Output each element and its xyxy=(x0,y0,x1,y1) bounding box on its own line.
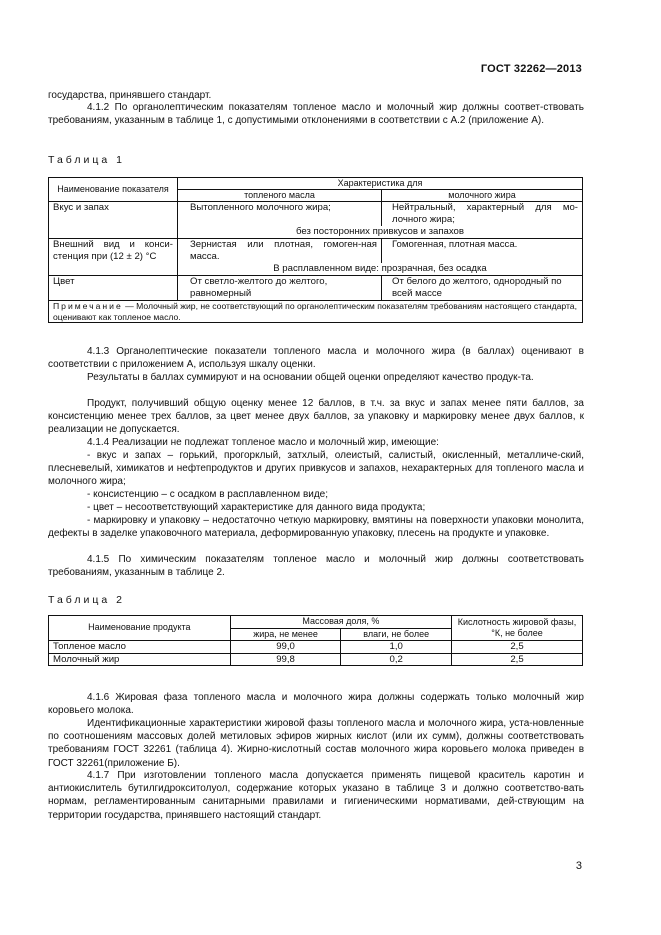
t2-header-acidity: Кислотность жировой фазы, °К, не более xyxy=(452,616,583,641)
t1-taste-name: Вкус и запах xyxy=(49,202,178,239)
t1-look-common: В расплавленном виде: прозрачная, без осадка xyxy=(178,263,583,276)
t1-note-label: Примечание xyxy=(53,301,123,311)
paragraph-consistency: - консистенцию – с осадком в расплавленном виде; xyxy=(87,489,329,500)
t2-row2-moisture: 0,2 xyxy=(341,653,452,666)
t1-taste-ghee: Вытопленного молочного жира; xyxy=(178,202,382,227)
paragraph-marking: - маркировку и упаковку – недостаточно четкую маркировку, вмятины на поверхности упаковки монолита, дефекты в заделке упаковочного материала, деформированную упаковку, плесень на продукте и упаковке. xyxy=(48,515,584,540)
t2-header-fat: жира, не менее xyxy=(230,628,341,641)
table1-caption: Таблица 1 xyxy=(48,154,125,166)
t1-header-char: Характеристика для xyxy=(178,178,583,190)
t2-row1-moisture: 1,0 xyxy=(341,641,452,654)
t1-note xyxy=(49,301,583,323)
t1-color-ghee: От светло-желтого до желтого, равномерный xyxy=(178,276,382,301)
paragraph-results: Результаты в баллах суммируют и на основании общей оценки определяют качество продук-та. xyxy=(87,372,534,383)
t2-row2-fat: 99,8 xyxy=(230,653,341,666)
t2-row2-acidity: 2,5 xyxy=(452,653,583,666)
t1-taste-milkfat: Нейтральный, характерный для мо-лочного жира; xyxy=(382,202,583,227)
t2-header-name: Наименование продукта xyxy=(49,616,231,641)
table-row xyxy=(49,653,583,666)
paragraph-4-1-4: 4.1.4 Реализации не подлежат топленое масло и молочный жир, имеющие: xyxy=(87,437,439,448)
t1-header-name: Наименование показателя xyxy=(49,178,178,202)
paragraph-4-1-7: 4.1.7 При изготовлении топленого масла допускается применять пищевой краситель каротин и антиокислитель бутилгидрокситолуол, содержание которых указано в таблице 3 и должно соответство-вать нормам, регламентированным санитарными правилами и гигиеническими нормативами, дей-ствующим на территории государства, принявшего настоящий стандарт. xyxy=(48,770,584,821)
t1-color-milkfat: От белого до желтого, однородный по всей массе xyxy=(382,276,583,301)
t1-look-ghee: Зернистая или плотная, гомоген-ная масса. xyxy=(178,239,382,264)
t1-header-milkfat: молочного жира xyxy=(382,190,583,202)
paragraph-taste: - вкус и запах – горький, прогорклый, затхлый, олеистый, салистый, окисленный, металличе-ский, плесневелый, химикатов и нефтепродуктов и других привкусов и запахов, нехарактерных для топленого масла и молочного жира; xyxy=(48,450,584,488)
paragraph-4-1-6: 4.1.6 Жировая фаза топленого масла и молочного жира должны содержать только молочный жир коровьего молока. xyxy=(48,692,584,717)
t1-taste-common: без посторонних привкусов и запахов xyxy=(178,226,583,239)
t1-look-milkfat: Гомогенная, плотная масса. xyxy=(382,239,583,264)
t1-header-ghee: топленого масла xyxy=(178,190,382,202)
t2-row1-name: Топленое масло xyxy=(49,641,231,654)
t2-header-mass: Массовая доля, % xyxy=(230,616,451,629)
t2-row1-acidity: 2,5 xyxy=(452,641,583,654)
page-number: 3 xyxy=(575,860,582,872)
t2-row2-name: Молочный жир xyxy=(49,653,231,666)
table-row xyxy=(49,641,583,654)
t2-header-moisture: влаги, не более xyxy=(341,628,452,641)
paragraph-product: Продукт, получивший общую оценку менее 12 баллов, в т.ч. за вкус и запах менее пяти баллов, за консистенцию менее трех баллов, за цвет менее двух баллов, за упаковку и маркировку менее двух баллов, к реализации не допускается. xyxy=(48,398,584,436)
paragraph-4-1-2: 4.1.2 По органолептическим показателям топленое масло и молочный жир должны соответ-ствовать требованиям, указанным в таблице 1, с допустимыми отклонениями в соответствии с А.2 (приложение А). xyxy=(48,102,584,127)
table2-caption: Таблица 2 xyxy=(48,594,125,606)
t2-row1-fat: 99,0 xyxy=(230,641,341,654)
t1-color-name: Цвет xyxy=(49,276,178,301)
paragraph-ident: Идентификационные характеристики жировой фазы топленого масла и молочного жира, уста-новленные по соотношениям массовых долей метиловых эфиров жирных кислот (или их сумм), должны соответствовать требованиям ГОСТ 32261 (таблица 4). Жирно-кислотный состав молочного жира коровьего молока приведен в ГОСТ 32261(приложение Б). xyxy=(48,718,584,769)
paragraph-4-1-5: 4.1.5 По химическим показателям топленое масло и молочный жир должны соответствовать требованиям, указанным в таблице 2. xyxy=(48,554,584,579)
paragraph-color: - цвет – несоответствующий характеристике для данного вида продукта; xyxy=(87,502,426,513)
paragraph-state: государства, принявшего стандарт. xyxy=(48,90,212,101)
t1-look-name: Внешний вид и конси-стенция при (12 ± 2) °С xyxy=(49,239,178,276)
paragraph-4-1-3: 4.1.3 Органолептические показатели топленого масла и молочного жира (в баллах) оценивают в соответствии с приложением А, используя шкалу оценки. xyxy=(48,346,584,371)
t1-note-text: — Молочный жир, не соответствующий по органолептическим показателям требованиям настоящего стандарта, оценивают как топленое масло. xyxy=(53,301,577,322)
table-2 xyxy=(48,615,583,666)
table-1 xyxy=(48,177,583,323)
document-code: ГОСТ 32262—2013 xyxy=(480,63,582,75)
